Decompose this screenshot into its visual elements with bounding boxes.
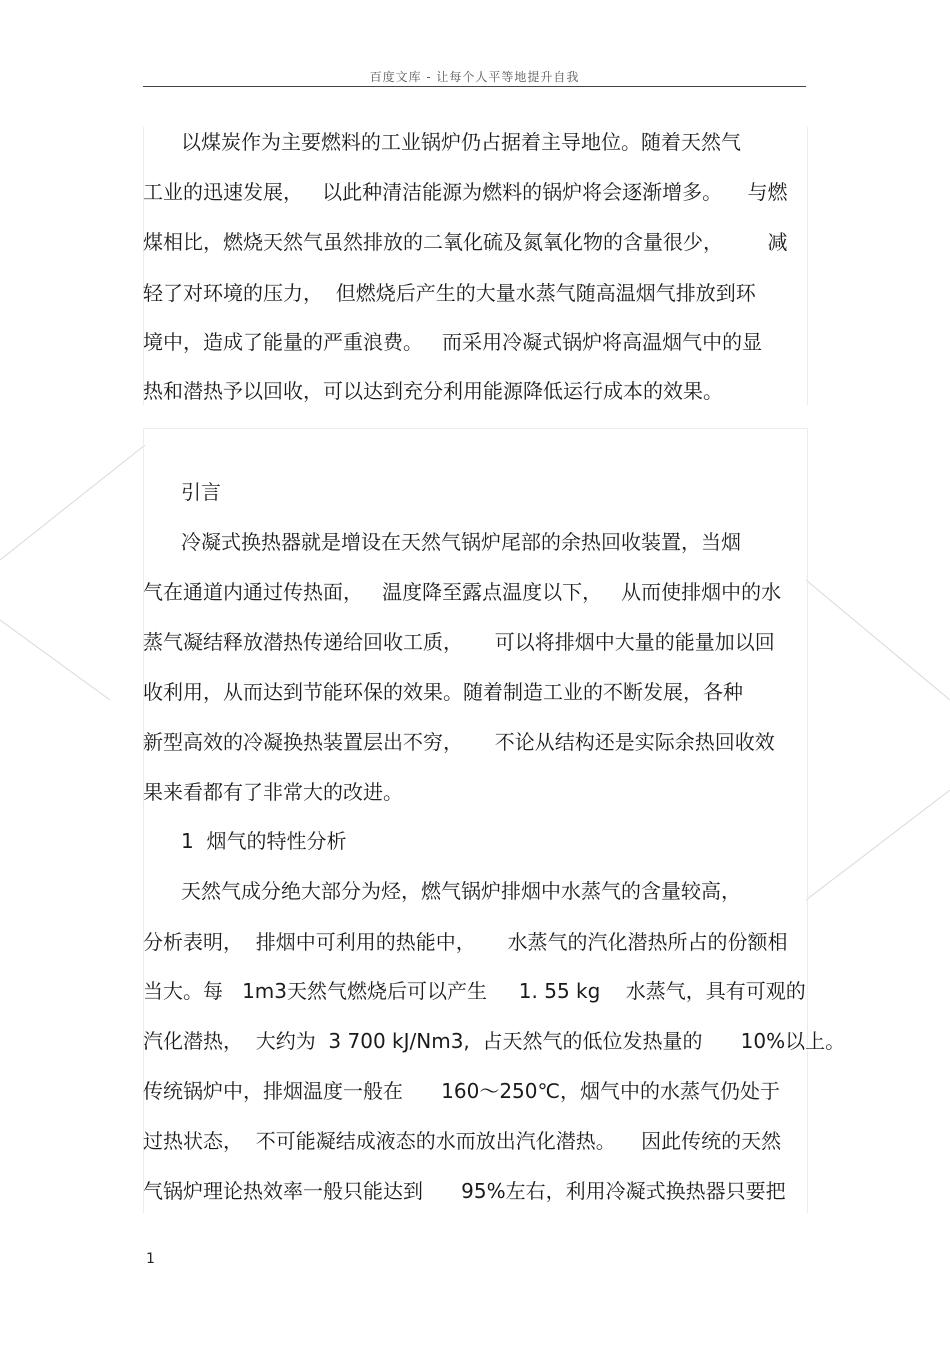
intro-line-6: 热和潜热予以回收，可以达到充分利用能源降低运行成本的效果。 — [143, 379, 723, 403]
body-line-4: 收利用，从而达到节能环保的效果。随着制造工业的不断发展，各种 — [143, 680, 743, 704]
section1-line-2: 分析表明， 排烟中可利用的热能中， 水蒸气的汽化潜热所占的份额相 — [143, 930, 788, 954]
intro-line-5: 境中，造成了能量的严重浪费。 而采用冷凝式锅炉将高温烟气中的显 — [143, 330, 763, 354]
intro-line-4: 轻了对环境的压力， 但燃烧后产生的大量水蒸气随高温烟气排放到环 — [143, 281, 756, 305]
page-number: 1 — [146, 1251, 155, 1267]
body-line-2: 气在通道内通过传热面， 温度降至露点温度以下， 从而使排烟中的水 — [143, 580, 782, 604]
section1-line-7: 气锅炉理论热效率一般只能达到 95%左右，利用冷凝式换热器只要把 — [143, 1179, 786, 1203]
section1-line-1: 天然气成分绝大部分为烃，燃气锅炉排烟中水蒸气的含量较高， — [181, 879, 741, 903]
section-heading-1: 1 烟气的特性分析 — [181, 829, 347, 853]
intro-line-3: 煤相比，燃烧天然气虽然排放的二氧化硫及氮氧化物的含量很少， 减 — [143, 230, 788, 254]
section1-line-6: 过热状态， 不可能凝结成液态的水而放出汽化潜热。 因此传统的天然 — [143, 1129, 782, 1153]
section1-line-3: 当大。每 1m3天然气燃烧后可以产生 1. 55 kg 水蒸气，具有可观的 — [143, 979, 806, 1003]
page-header: 百度文库 - 让每个人平等地提升自我 — [369, 70, 580, 84]
intro-text-block — [143, 127, 808, 405]
body-line-6: 果来看都有了非常大的改进。 — [143, 780, 403, 804]
section1-line-5: 传统锅炉中，排烟温度一般在 160～250℃，烟气中的水蒸气仍处于 — [143, 1079, 780, 1103]
section-heading-intro: 引言 — [181, 480, 221, 504]
body-line-5: 新型高效的冷凝换热装置层出不穷， 不论从结构还是实际余热回收效 — [143, 730, 775, 754]
intro-line-2: 工业的迅速发展， 以此种清洁能源为燃料的锅炉将会逐渐增多。 与燃 — [143, 180, 788, 204]
section1-line-4: 汽化潜热， 大约为 3 700 kJ/Nm3, 占天然气的低位发热量的 10%以上。 — [143, 1029, 846, 1053]
body-line-1: 冷凝式换热器就是增设在天然气锅炉尾部的余热回收装置，当烟 — [181, 530, 741, 554]
body-line-3: 蒸气凝结释放潜热传递给回收工质， 可以将排烟中大量的能量加以回 — [143, 630, 775, 654]
intro-line-1: 以煤炭作为主要燃料的工业锅炉仍占据着主导地位。随着天然气 — [181, 130, 741, 154]
header-divider — [143, 86, 806, 87]
